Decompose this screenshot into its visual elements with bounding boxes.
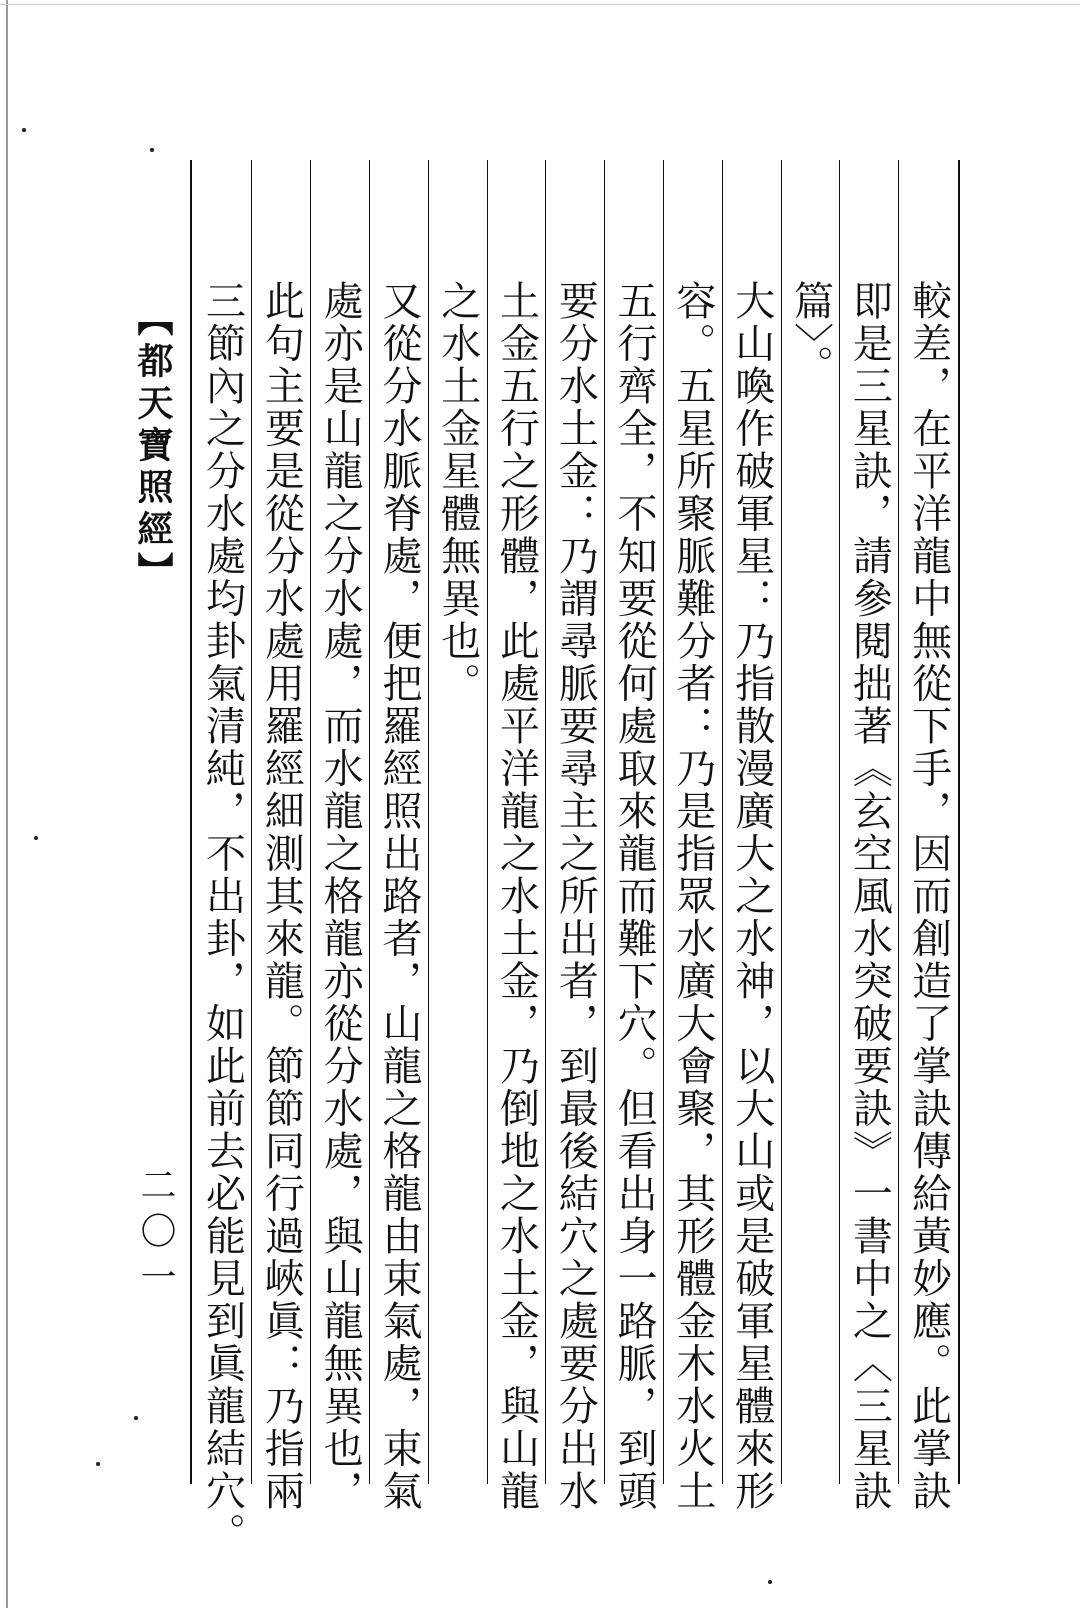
page-number: 二〇一 (135, 1166, 176, 1304)
text-column-4 (723, 160, 782, 1513)
scan-speck (134, 1416, 138, 1420)
text-frame (190, 160, 960, 1555)
text-column-12 (252, 160, 311, 1513)
text-column-8 (488, 160, 547, 1513)
text-column-6 (605, 160, 664, 1513)
column-text: 要分水土金：乃謂尋脈要尋主之所出者，到最後結穴之處要分出水 (552, 280, 599, 1513)
column-text: 之水土金星體無異也。 (434, 280, 481, 705)
book-title: 【都天寶照經】 (132, 300, 174, 594)
text-column-10 (370, 160, 429, 1513)
scan-speck (768, 1580, 772, 1584)
page-top-edge (0, 4, 1080, 5)
column-text: 又從分水脈脊處，便把羅經照出路者，山龍之格龍由束氣處，束氣 (375, 280, 422, 1513)
column-text: 大山喚作破軍星：乃指散漫廣大之水神，以大山或是破軍星體來形 (728, 280, 775, 1513)
column-text: 土金五行之形體，此處平洋龍之水土金，乃倒地之水土金，與山龍 (493, 280, 540, 1513)
column-text: 三節內之分水處均卦氣清純，不出卦，如此前去必能見到眞龍結穴。 (199, 280, 246, 1555)
column-text: 較差，在平洋龍中無從下手，因而創造了掌訣傳給黃妙應。此掌訣 (905, 280, 952, 1513)
text-column-2 (840, 160, 899, 1513)
text-columns (192, 160, 958, 1555)
column-text: 五行齊全，不知要從何處取來龍而難下穴。但看出身一路脈，到頭 (611, 280, 658, 1513)
scan-speck (150, 148, 154, 152)
text-column-3 (782, 160, 841, 1484)
scan-speck (22, 128, 26, 132)
text-column-5 (664, 160, 723, 1513)
text-column-13 (194, 160, 253, 1555)
column-text: 此句主要是從分水處用羅經細測其來龍。節節同行過峽眞：乃指兩 (258, 280, 305, 1513)
text-column-11 (311, 160, 370, 1513)
text-column-1 (899, 160, 958, 1513)
scan-speck (96, 1462, 100, 1466)
scan-speck (34, 836, 38, 840)
text-column-9 (429, 160, 488, 1484)
page-edge-line (6, 0, 8, 1608)
column-text: 篇〉。 (787, 280, 834, 388)
column-text: 容。五星所聚脈難分者：乃是指眾水廣大會聚，其形體金木水火土 (669, 280, 716, 1513)
text-column-7 (546, 160, 605, 1513)
column-text: 處亦是山龍之分水處，而水龍之格龍亦從分水處，與山龍無異也， (317, 280, 364, 1513)
column-text: 即是三星訣，請參閱拙著《玄空風水突破要訣》一書中之〈三星訣 (846, 280, 893, 1513)
